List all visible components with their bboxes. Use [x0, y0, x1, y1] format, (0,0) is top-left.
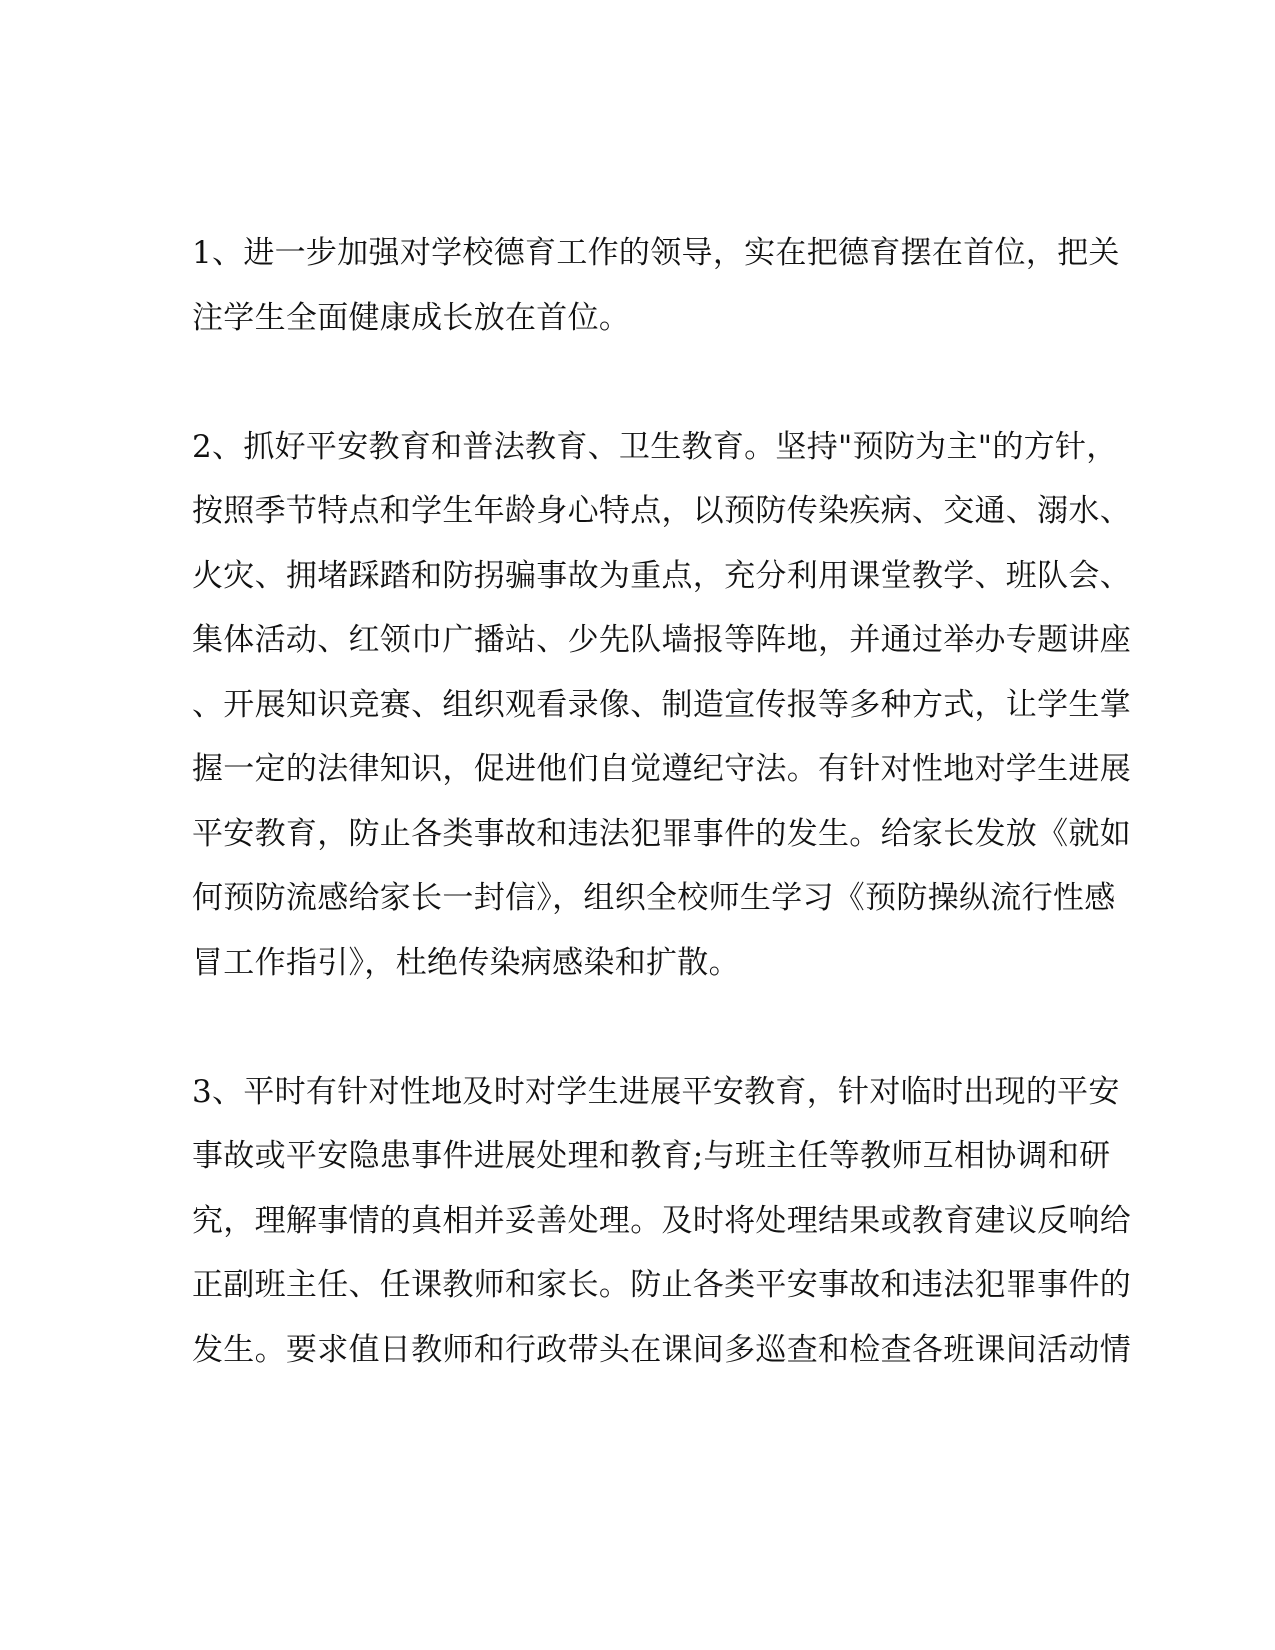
text-line: 注学生全面健康成长放在首位。: [192, 299, 631, 336]
text-line: 按照季节特点和学生年龄身心特点，以预防传染疾病、交通、溺水、: [192, 493, 1131, 529]
text-line: 2、抓好平安教育和普法教育、卫生教育。坚持"预防为主"的方针，: [192, 428, 1118, 465]
text-line: 3、平时有针对性地及时对学生进展平安教育，针对临时出现的平安: [192, 1073, 1120, 1110]
text-line: 事故或平安隐患事件进展处理和教育;与班主任等教师互相协调和研: [192, 1138, 1111, 1174]
paragraph-1: [192, 221, 1120, 350]
paragraph-spacer: [192, 995, 1072, 1060]
text-line: 集体活动、红领巾广播站、少先队墙报等阵地，并通过举办专题讲座: [192, 622, 1131, 658]
text-line: 冒工作指引》，杜绝传染病感染和扩散。: [192, 944, 740, 981]
text-line: 发生。要求值日教师和行政带头在课间多巡查和检查各班课间活动情: [192, 1331, 1131, 1368]
text-line: 、开展知识竞赛、组织观看录像、制造宣传报等多种方式，让学生掌: [192, 686, 1131, 723]
text-line: 正副班主任、任课教师和家长。防止各类平安事故和违法犯罪事件的: [192, 1267, 1131, 1303]
paragraph-3: [192, 1060, 1131, 1383]
text-line: 平安教育，防止各类事故和违法犯罪事件的发生。给家长发放《就如: [192, 815, 1131, 852]
text-line: 究，理解事情的真相并妥善处理。及时将处理结果或教育建议反响给: [192, 1202, 1131, 1239]
document-body: [192, 221, 1131, 1382]
paragraph-2: [192, 415, 1131, 996]
text-line: 何预防流感给家长一封信》，组织全校师生学习《预防操纵流行性感: [192, 880, 1116, 916]
text-line: 握一定的法律知识，促进他们自觉遵纪守法。有针对性地对学生进展: [192, 751, 1131, 787]
text-line: 火灾、拥堵踩踏和防拐骗事故为重点，充分利用课堂教学、班队会、: [192, 557, 1131, 594]
paragraph-spacer: [192, 350, 1072, 415]
text-line: 1、进一步加强对学校德育工作的领导，实在把德育摆在首位，把关: [192, 235, 1120, 271]
